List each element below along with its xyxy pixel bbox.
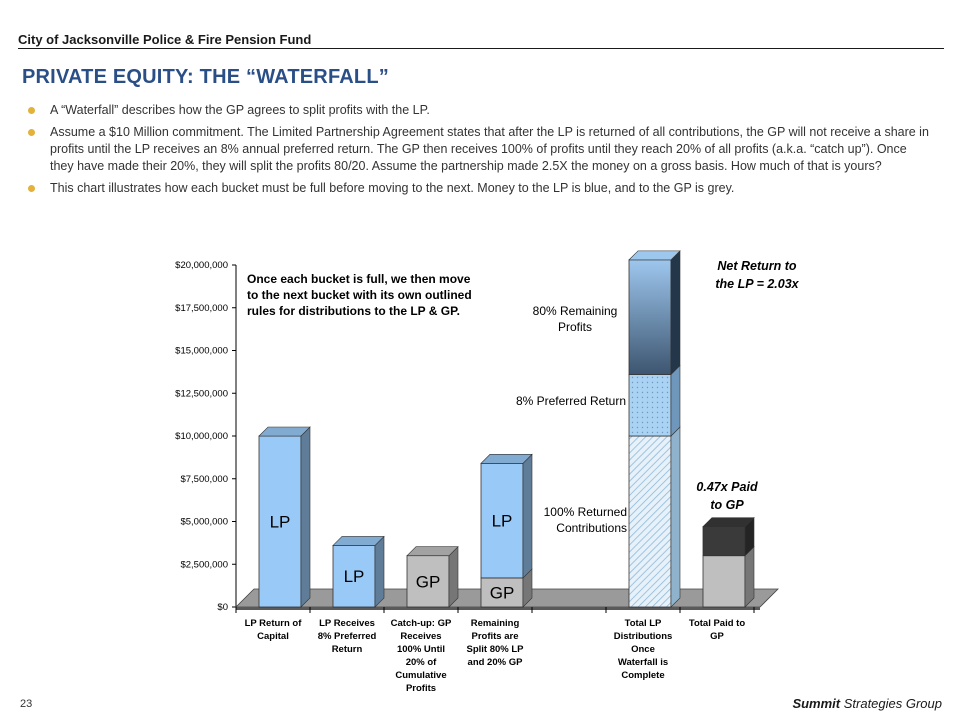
x-tick-label: Complete <box>621 670 665 681</box>
bar-segment-front <box>703 556 745 607</box>
bucket-note-text: rules for distributions to the LP & GP. <box>247 304 460 318</box>
x-tick-label: Capital <box>257 631 289 642</box>
header-org-name: City of Jacksonville Police & Fire Pension Fund <box>18 32 312 47</box>
bar-segment-label: GP <box>415 572 441 592</box>
floor-edge <box>236 607 760 610</box>
bar-segment-side <box>671 251 680 375</box>
paid-to-gp-annotation: 0.47x Paid <box>696 480 758 494</box>
bar-segment-top <box>629 251 680 260</box>
bar-segment-top <box>481 454 532 463</box>
bar-segment-top <box>407 547 458 556</box>
remaining-profits-label: 80% Remaining <box>532 304 618 318</box>
bar-segment-side <box>523 454 532 578</box>
summit-logo <box>792 696 942 711</box>
bar-segment-label: GP <box>489 583 515 603</box>
bar-segment-top <box>703 518 754 527</box>
x-tick-label: Receives <box>400 631 442 642</box>
y-tick-label: $5,000,000 <box>180 516 228 528</box>
bar-segment-label: LP <box>343 567 365 587</box>
preferred-return-label: 8% Preferred Return <box>515 394 626 408</box>
y-tick-label: $10,000,000 <box>175 431 228 442</box>
page-title: PRIVATE EQUITY: THE “WATERFALL” <box>22 66 389 88</box>
bar-segment-side <box>745 547 754 607</box>
logo-bold: Summit <box>792 696 841 711</box>
bar-segment-front <box>629 260 671 375</box>
x-tick-label: Return <box>331 644 363 655</box>
y-tick-label: $7,500,000 <box>180 473 228 485</box>
bar-segment-label: LP <box>491 511 513 531</box>
x-tick-label: 20% of <box>405 657 437 668</box>
y-tick-label: $2,500,000 <box>180 559 228 571</box>
x-tick-label: Profits <box>405 683 437 694</box>
logo-rest: Strategies Group <box>840 696 942 711</box>
bar-segment-side <box>671 427 680 607</box>
bucket-note-text: Once each bucket is full, we then move <box>247 272 471 286</box>
x-tick-label: Once <box>631 644 655 655</box>
bullet-text: Assume a $10 Million commitment. The Limited Partnership Agreement states that after the LP is returned of all contributions, the GP will not receive a share in profits until the LP receives an 8% annual preferred return. The GP then receives 100% of profits until they reach 20% of all profits (a.k.a. “catch up”). Once they have made their 20%, they will split the profits 80/20. Assume the partnership made 2.5X the money on a gross basis. How much of that is yours? <box>50 125 929 173</box>
net-return-annotation: Net Return to <box>717 259 797 273</box>
bucket-note-text: to the next bucket with its own outlined <box>247 288 472 302</box>
x-tick-label: Catch-up: GP <box>390 618 452 629</box>
x-tick-label: Cumulative <box>395 670 447 681</box>
x-tick-label: Total LP <box>624 618 662 629</box>
bar-segment-front <box>703 527 745 556</box>
bar-segment-front <box>629 374 671 436</box>
bullet-text: A “Waterfall” describes how the GP agrees to split profits with the LP. <box>50 103 430 117</box>
bar-segment-side <box>375 536 384 607</box>
bar-segment-label: LP <box>269 512 291 532</box>
remaining-profits-label: Profits <box>557 320 593 334</box>
bullet-text: This chart illustrates how each bucket must be full before moving to the next. Money to the LP is blue, and to the GP is grey. <box>50 181 735 195</box>
bar-segment-side <box>449 547 458 607</box>
x-tick-label: Distributions <box>613 631 673 642</box>
bar-segment-top <box>259 427 310 436</box>
x-tick-label: GP <box>710 631 724 642</box>
x-tick-label: LP Receives <box>319 618 375 629</box>
x-tick-label: Split 80% LP <box>466 644 524 655</box>
x-tick-label: 100% Until <box>396 644 446 655</box>
returned-contributions-label: 100% Returned <box>543 505 627 519</box>
x-tick-label: Profits are <box>471 631 519 642</box>
page-number: 23 <box>20 698 33 710</box>
bar-segment-front <box>629 436 671 607</box>
x-tick-label: 8% Preferred <box>317 631 377 642</box>
y-tick-label: $15,000,000 <box>175 345 228 357</box>
y-tick-label: $12,500,000 <box>175 388 228 400</box>
x-tick-label: Remaining <box>470 618 520 629</box>
x-tick-label: LP Return of <box>244 618 302 629</box>
x-tick-label: and 20% GP <box>467 657 523 668</box>
paid-to-gp-annotation: to GP <box>710 498 744 512</box>
bar-segment-side <box>301 427 310 607</box>
x-tick-label: Total Paid to <box>688 618 746 629</box>
bar-segment-top <box>333 536 384 545</box>
bar-segment-side <box>671 365 680 436</box>
y-tick-label: $17,500,000 <box>175 302 228 314</box>
y-tick-label: $20,000,000 <box>175 260 228 271</box>
x-tick-label: Waterfall is <box>617 657 669 668</box>
net-return-annotation: the LP = 2.03x <box>715 277 799 291</box>
y-tick-label: $0 <box>217 602 228 613</box>
returned-contributions-label: Contributions <box>556 521 627 535</box>
